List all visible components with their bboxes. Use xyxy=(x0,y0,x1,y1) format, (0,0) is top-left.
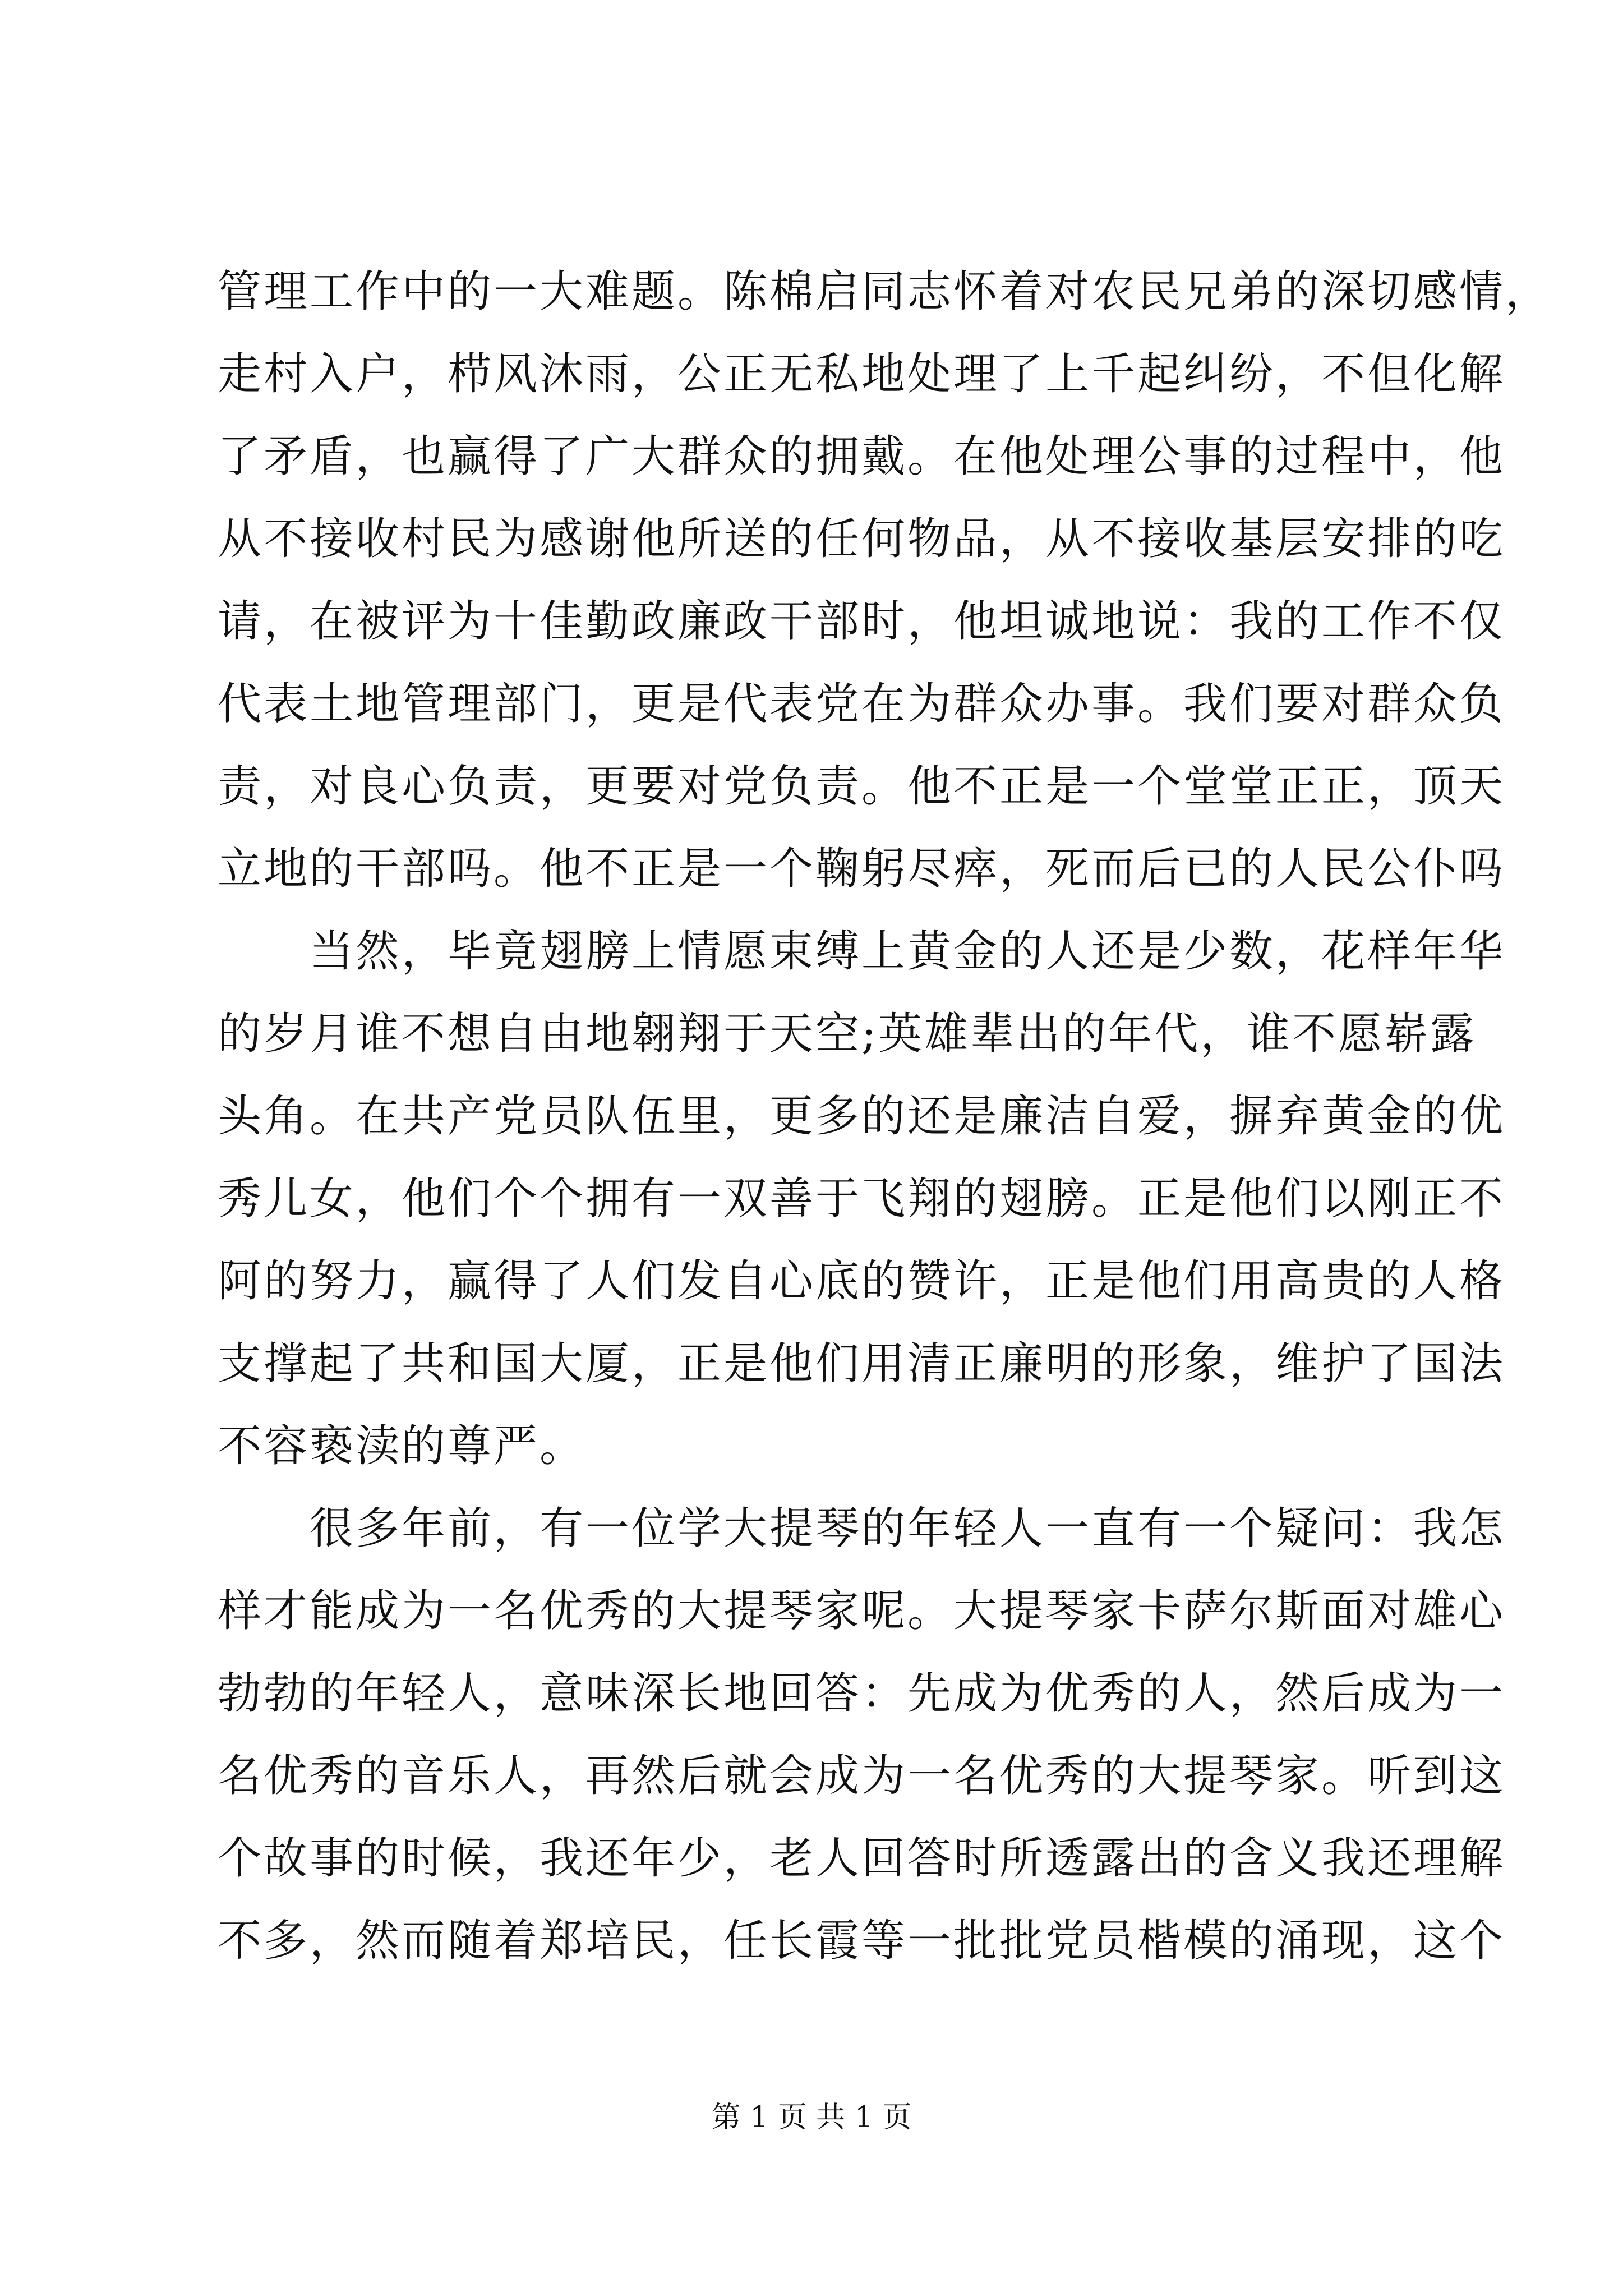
text-line: 责，对良心负责，更要对党负责。他不正是一个堂堂正正，顶天 xyxy=(218,761,1506,812)
text-line: 从不接收村民为感谢他所送的任何物品，从不接收基层安排的吃 xyxy=(218,514,1506,564)
text-line: 代表土地管理部门，更是代表党在为群众办事。我们要对群众负 xyxy=(218,679,1506,729)
text-line: 名优秀的音乐人，再然后就会成为一名优秀的大提琴家。听到这 xyxy=(218,1751,1506,1801)
text-line: 了矛盾，也赢得了广大群众的拥戴。在他处理公事的过程中，他 xyxy=(218,431,1506,482)
text-line: 勃勃的年轻人，意味深长地回答：先成为优秀的人，然后成为一 xyxy=(218,1668,1506,1719)
text-line: 的岁月谁不想自由地翱翔于天空;英雄辈出的年代，谁不愿崭露 xyxy=(218,1009,1477,1059)
text-line: 头角。在共产党员队伍里，更多的还是廉洁自爱，摒弃黄金的优 xyxy=(218,1091,1506,1142)
text-line: 当然，毕竟翅膀上情愿束缚上黄金的人还是少数，花样年华 xyxy=(218,926,1506,977)
text-line: 很多年前，有一位学大提琴的年轻人一直有一个疑问：我怎 xyxy=(218,1503,1506,1554)
text-line: 请，在被评为十佳勤政廉政干部时，他坦诚地说：我的工作不仅 xyxy=(218,596,1506,647)
text-line: 不多，然而随着郑培民，任长霞等一批批党员楷模的涌现，这个 xyxy=(218,1916,1506,1966)
text-line: 个故事的时候，我还年少，老人回答时所透露出的含义我还理解 xyxy=(218,1833,1506,1884)
text-line: 立地的干部吗。他不正是一个鞠躬尽瘁，死而后已的人民公仆吗 xyxy=(218,844,1506,894)
text-line: 样才能成为一名优秀的大提琴家呢。大提琴家卡萨尔斯面对雄心 xyxy=(218,1586,1506,1636)
text-line: 不容亵渎的尊严。 xyxy=(218,1421,586,1471)
text-line: 支撑起了共和国大厦，正是他们用清正廉明的形象，维护了国法 xyxy=(218,1338,1506,1389)
text-line: 走村入户，栉风沐雨，公正无私地处理了上千起纠纷，不但化解 xyxy=(218,349,1506,399)
text-line: 阿的努力，赢得了人们发自心底的赞许，正是他们用高贵的人格 xyxy=(218,1256,1506,1306)
text-line: 秀儿女，他们个个拥有一双善于飞翔的翅膀。正是他们以刚正不 xyxy=(218,1174,1506,1224)
page-number-footer: 第 1 页 共 1 页 xyxy=(711,2101,912,2134)
text-line: 管理工作中的一大难题。陈棉启同志怀着对农民兄弟的深切感情， xyxy=(218,266,1552,317)
